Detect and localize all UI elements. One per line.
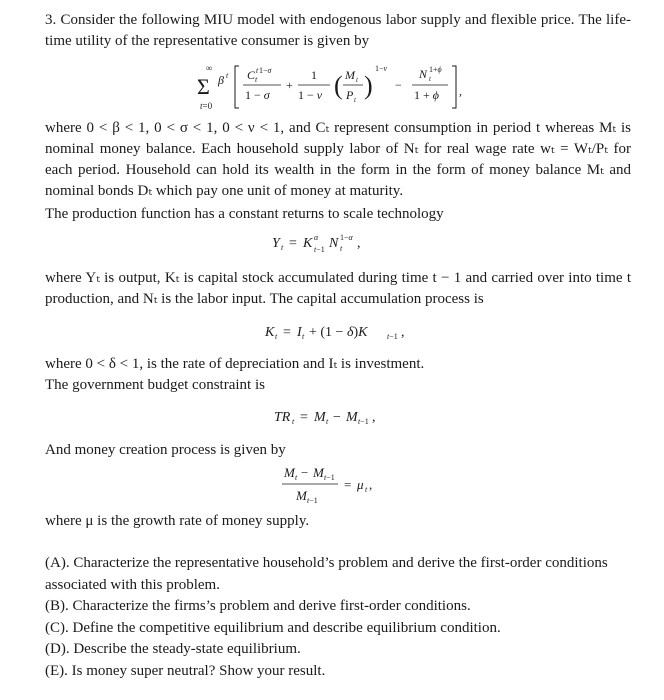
svg-text:M: M [296, 488, 307, 503]
question-a: (A). Characterize the representative household’s problem and derive the first-order conditions associated with this problem. [45, 555, 608, 593]
svg-text:=: = [283, 325, 291, 340]
question-list [45, 553, 631, 682]
utility-equation [195, 62, 485, 120]
svg-text:M: M [313, 465, 324, 480]
svg-text:1−σ: 1−σ [259, 66, 272, 75]
problem-intro: 3. Consider the following MIU model with endogenous labor supply and flexible price. The life-time utility of the representative consumer is given by [45, 12, 631, 49]
svg-text:,: , [401, 325, 405, 340]
svg-text:t: t [295, 473, 298, 482]
svg-text:t: t [326, 417, 329, 426]
question-c: (C). Define the competitive equilibrium and describe equilibrium condition. [45, 619, 501, 636]
svg-text:I: I [297, 325, 302, 340]
svg-text:,: , [357, 236, 361, 251]
svg-text:=: = [344, 477, 352, 492]
svg-text:μ: μ [357, 477, 364, 492]
utility-conditions: where 0 < β < 1, 0 < σ < 1, 0 < ν < 1, and Cₜ represent consumption in period t whereas Mₜ is nominal money balance. Each household supply labor of Nₜ for real wage rate wₜ = Wₜ/Pₜ for each period. Household can hold its wealth in the form in the form of money balance Mₜ and nominal bonds Dₜ which pay one unit of money at maturity. [45, 120, 631, 199]
svg-text:1: 1 [311, 68, 317, 82]
svg-text:+: + [286, 78, 293, 92]
svg-text:,: , [372, 410, 376, 425]
svg-text:t: t [256, 66, 259, 75]
svg-text:t: t [340, 244, 343, 253]
svg-text:,: , [369, 477, 373, 492]
svg-text:Y: Y [272, 236, 280, 251]
svg-text:K: K [303, 236, 313, 251]
svg-text:N: N [329, 236, 339, 251]
svg-text:1+ϕ: 1+ϕ [429, 65, 442, 74]
svg-text:(: ( [334, 71, 343, 100]
svg-text:1 − σ: 1 − σ [245, 88, 270, 102]
svg-text:t: t [356, 76, 358, 84]
production-equation [272, 230, 392, 260]
svg-text:−: − [333, 410, 341, 425]
capital-equation [265, 320, 425, 348]
svg-text:M: M [284, 465, 295, 480]
svg-text:1 − ν: 1 − ν [298, 88, 323, 102]
money-intro: And money creation process is given by [45, 442, 286, 458]
svg-text:t−1: t−1 [387, 332, 398, 341]
svg-text:t−1: t−1 [324, 473, 335, 482]
svg-text:t: t [292, 417, 295, 426]
svg-text:t: t [281, 243, 284, 252]
svg-text:): ) [364, 71, 373, 100]
svg-text:=: = [289, 236, 297, 251]
svg-text:N: N [419, 67, 428, 81]
svg-text:t−1: t−1 [314, 245, 325, 254]
svg-text:t−1: t−1 [307, 496, 318, 505]
svg-text:t: t [226, 71, 229, 80]
svg-text:1−α: 1−α [340, 233, 353, 242]
svg-text:−: − [301, 465, 309, 480]
money-explain: where μ is the growth rate of money supply. [45, 513, 310, 529]
question-d: (D). Describe the steady-state equilibrium. [45, 641, 301, 657]
svg-text:TR: TR [274, 410, 291, 425]
svg-text:−: − [395, 78, 402, 92]
svg-text:t: t [302, 332, 305, 341]
svg-text:P: P [346, 88, 354, 102]
svg-text:α: α [314, 233, 319, 242]
svg-text:t: t [354, 96, 356, 104]
svg-text:+ (1 − δ)K: + (1 − δ)K [309, 325, 368, 340]
svg-text:t: t [429, 75, 431, 83]
svg-text:1 + ϕ: 1 + ϕ [414, 88, 439, 102]
svg-text:t−1: t−1 [358, 417, 369, 426]
svg-text:,: , [459, 84, 462, 98]
svg-text:t: t [365, 485, 368, 494]
svg-text:M: M [345, 68, 355, 82]
svg-text:∞: ∞ [206, 63, 213, 73]
svg-text:M: M [346, 410, 358, 425]
svg-text:M: M [314, 410, 326, 425]
svg-text:=: = [300, 410, 308, 425]
svg-text:C: C [247, 68, 256, 82]
question-e: (E). Is money super neutral? Show your result. [45, 662, 326, 679]
svg-text:t=0: t=0 [200, 101, 213, 111]
production-explain: where Yₜ is output, Kₜ is capital stock accumulated during time t − 1 and carried over into time t production, and Nₜ is the labor input. The capital accumulation process is [45, 270, 631, 307]
svg-text:β: β [218, 73, 224, 87]
money-growth-equation [282, 462, 402, 512]
production-intro: The production function has a constant returns to scale technology [45, 206, 444, 222]
svg-text:t: t [275, 332, 278, 341]
capital-explain: where 0 < δ < 1, is the rate of depreciation and Iₜ is investment. [45, 356, 425, 372]
svg-text:t: t [255, 75, 258, 84]
government-intro: The government budget constraint is [45, 377, 265, 393]
question-b: (B). Characterize the firms’s problem and derive first-order conditions. [45, 598, 471, 614]
government-equation [274, 405, 414, 433]
svg-text:1−ν: 1−ν [375, 64, 388, 73]
svg-text:K: K [265, 325, 275, 340]
svg-text:Σ: Σ [197, 74, 210, 99]
